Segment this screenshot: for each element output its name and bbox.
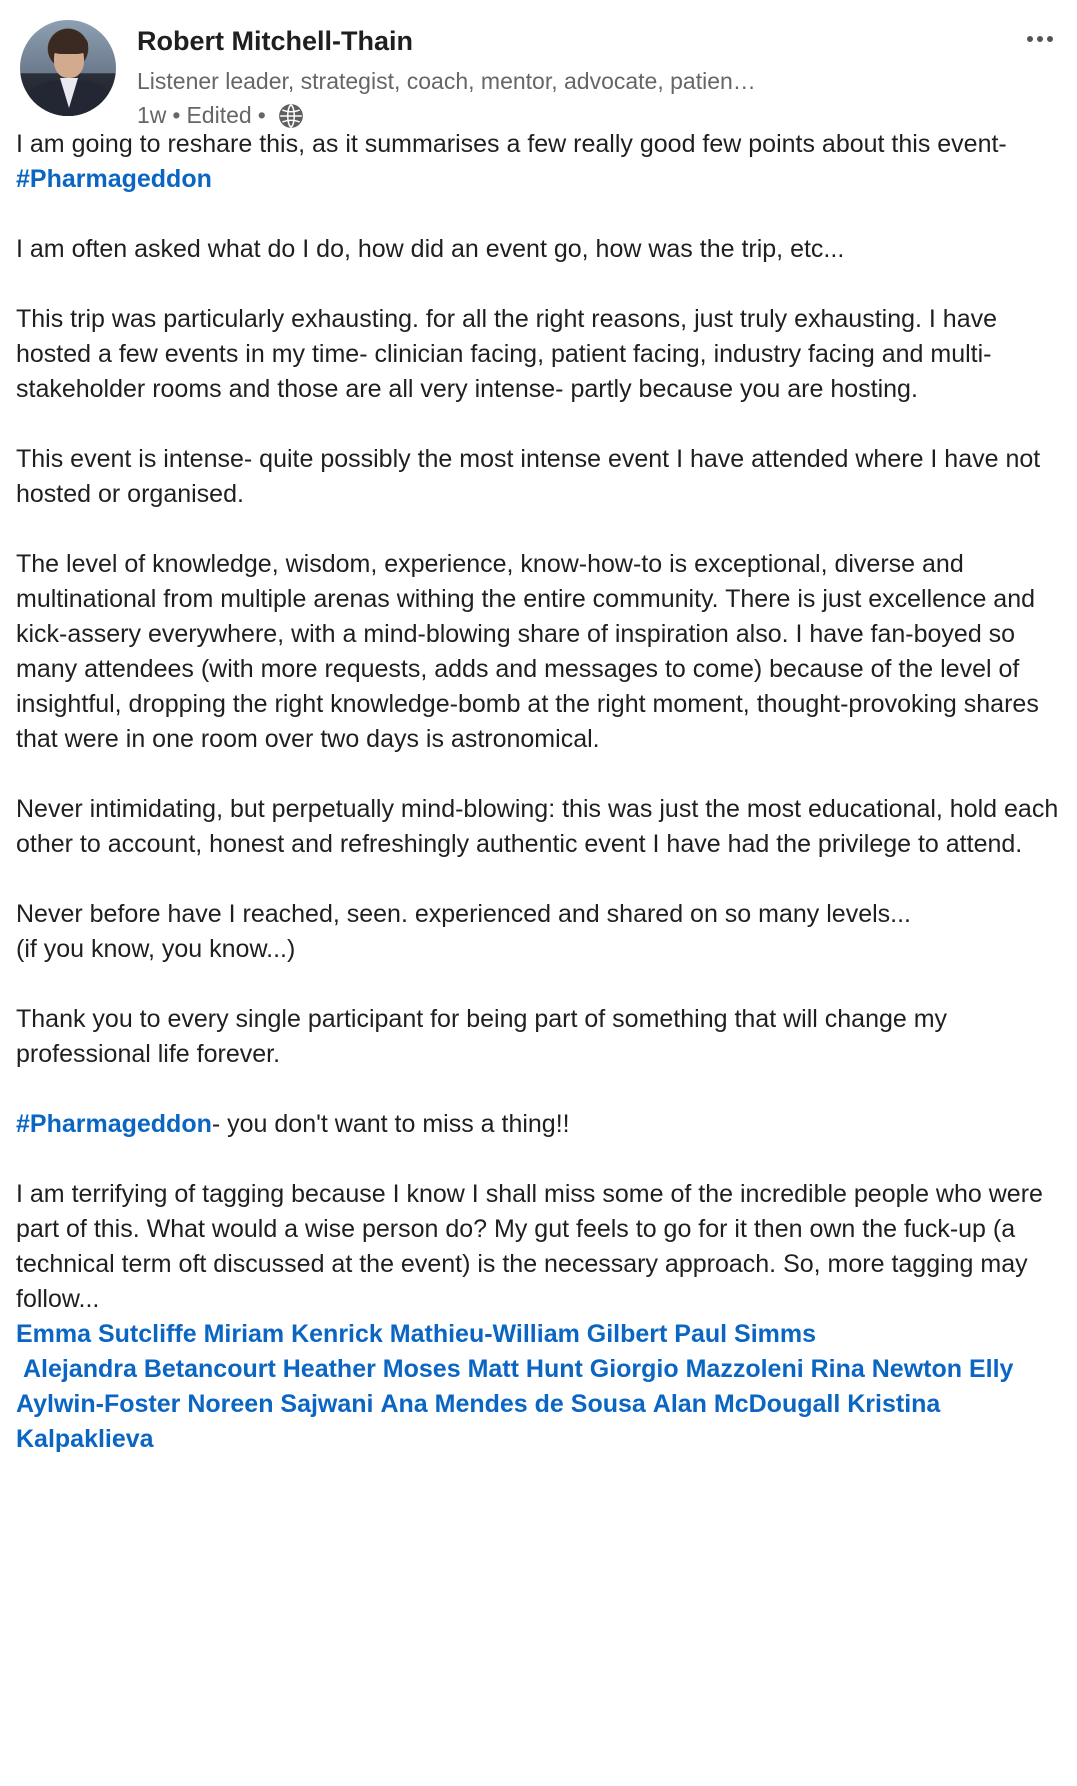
mention-link[interactable]: Miriam Kenrick [203, 1320, 383, 1348]
mention-link[interactable]: Elly Aylwin-Foster [16, 1355, 1014, 1418]
post-paragraph [16, 897, 1061, 967]
mention-link[interactable]: Alan McDougall [652, 1390, 841, 1418]
hashtag-pharmageddon[interactable]: #Pharmageddon [16, 1110, 212, 1138]
author-headline: Listener leader, strategist, coach, mentor, advocate, patien… [137, 68, 756, 94]
post-paragraph: Thank you to every single participant for being part of something that will change my professional life forever. [16, 1005, 948, 1068]
post-paragraph: I am terrifying of tagging because I know I shall miss some of the incredible people who were part of this. What would a wise person do? My gut feels to go for it then own the fuck-up (a technical term oft discussed at the event) is the necessary approach. So, more tagging may follow... [16, 1180, 1043, 1313]
post-paragraph [16, 1107, 1061, 1142]
more-options-icon [1037, 36, 1043, 42]
author-avatar[interactable] [20, 20, 116, 116]
mention-link[interactable]: Emma Sutcliffe [16, 1320, 197, 1348]
post-text: (if you know, you know...) [16, 935, 296, 963]
mention-link[interactable]: Paul Simms [674, 1320, 817, 1348]
edited-label: Edited [186, 102, 252, 128]
post-text: Never before have I reached, seen. experienced and shared on so many levels... [16, 900, 911, 928]
post-paragraph: The level of knowledge, wisdom, experience, know-how-to is exceptional, diverse and multinational from multiple arenas withing the entire community. There is just excellence and kick-assery everywhere, with a mind-blowing share of inspiration also. I have fan-boyed so many attendees (with more requests, adds and messages to come) because of the level of insightful, dropping the right knowledge-bomb at the right moment, thought-provoking shares that were in one room over two days is astronomical. [16, 550, 1039, 753]
post-paragraph: This trip was particularly exhausting. for all the right reasons, just truly exhausting. I have hosted a few events in my time- clinician facing, patient facing, industry facing and multi-stakeholder rooms and those are all very intense- partly because you are hosting. [16, 305, 998, 403]
post-text: - you don't want to miss a thing!! [211, 1110, 570, 1138]
post-meta [137, 102, 304, 129]
globe-icon [278, 103, 304, 129]
mention-link[interactable]: Ana Mendes de Sousa [380, 1390, 646, 1418]
mention-link[interactable]: Mathieu-William Gilbert [389, 1320, 668, 1348]
mention-link[interactable]: Rina Newton [810, 1355, 963, 1383]
avatar-hair [50, 34, 88, 54]
post-body [16, 127, 1061, 1457]
post-paragraph [16, 127, 1061, 197]
post-time: 1w [137, 102, 167, 128]
mention-link[interactable]: Alejandra Betancourt [22, 1355, 276, 1383]
post-paragraph: Never intimidating, but perpetually mind-blowing: this was just the most educational, hold each other to account, honest and refreshingly authentic event I have had the privilege to attend. [16, 795, 1059, 858]
mention-link[interactable]: Kristina Kalpaklieva [16, 1390, 941, 1453]
mentions-list [16, 1317, 1061, 1457]
post-paragraph: I am often asked what do I do, how did an event go, how was the trip, etc... [16, 235, 845, 263]
more-options-button[interactable] [1020, 24, 1060, 54]
post-header [20, 20, 1060, 128]
hashtag-pharmageddon[interactable]: #Pharmageddon [16, 165, 212, 193]
mention-link[interactable]: Giorgio Mazzoleni [589, 1355, 804, 1383]
mention-link[interactable]: Noreen Sajwani [187, 1390, 374, 1418]
mention-link[interactable]: Heather Moses [282, 1355, 461, 1383]
meta-separator: • [172, 102, 181, 128]
post-paragraph: This event is intense- quite possibly the most intense event I have attended where I have not hosted or organised. [16, 445, 1041, 508]
more-options-icon [1047, 36, 1053, 42]
post-text: I am going to reshare this, as it summarises a few really good few points about this event- [16, 130, 1007, 158]
author-name[interactable]: Robert Mitchell-Thain [137, 26, 413, 56]
mention-link[interactable]: Matt Hunt [467, 1355, 583, 1383]
more-options-icon [1027, 36, 1033, 42]
meta-separator: • [257, 102, 266, 128]
